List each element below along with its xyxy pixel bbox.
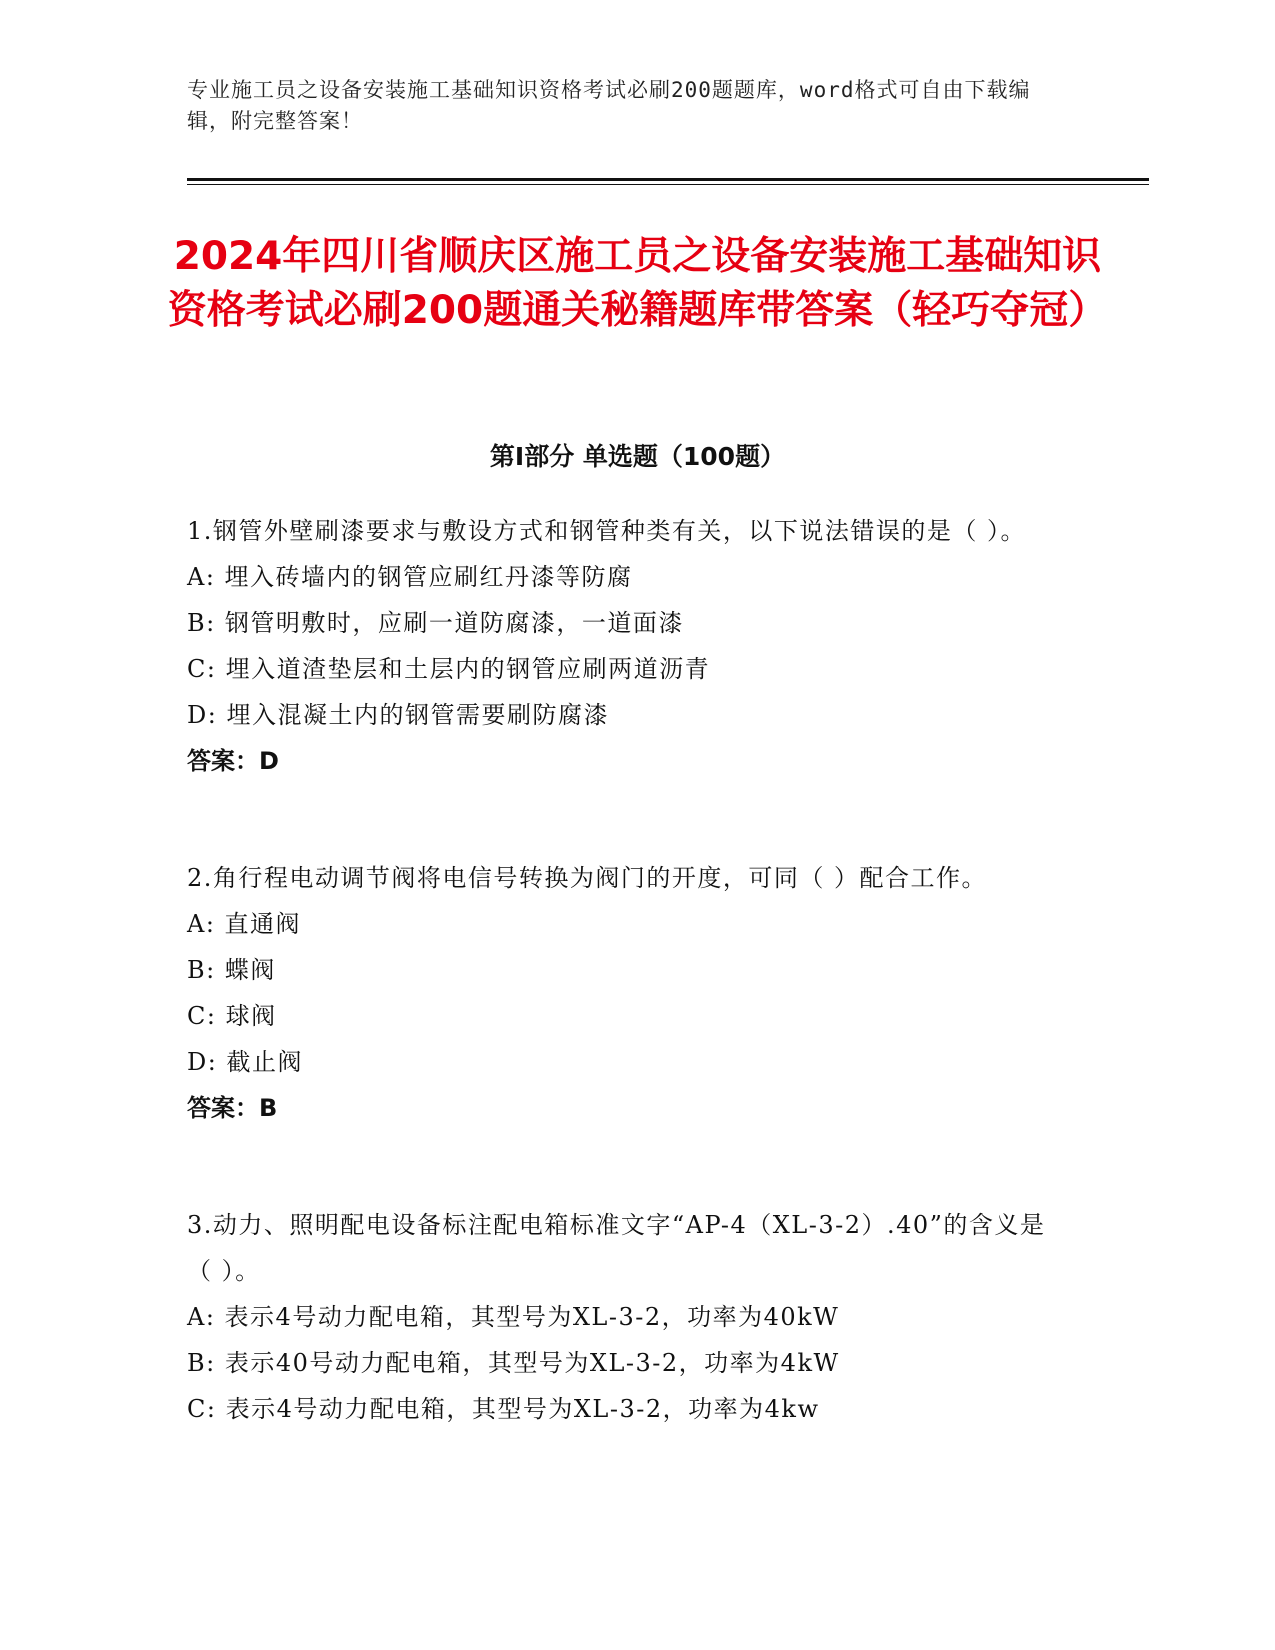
answer: 答案：D [187,747,279,775]
question-3 [187,1202,1067,1432]
section-heading: 第I部分 单选题（100题） [489,442,786,471]
option-b: B: 表示40号动力配电箱，其型号为XL-3-2，功率为4kW [187,1349,840,1377]
option-c: C: 表示4号动力配电箱，其型号为XL-3-2，功率为4kw [187,1395,820,1423]
document-title: 2024年四川省顺庆区施工员之设备安装施工基础知识资格考试必刷200题通关秘籍题库带答案（轻巧夺冠） [167,234,1108,333]
question-stem: 2.角行程电动调节阀将电信号转换为阀门的开度，可同（ ）配合工作。 [187,864,988,892]
option-a: A: 埋入砖墙内的钢管应刷红丹漆等防腐 [187,563,633,591]
option-d: D: 埋入混凝土内的钢管需要刷防腐漆 [187,701,609,729]
option-a: A: 直通阀 [187,910,302,938]
question-stem: 3.动力、照明配电设备标注配电箱标准文字“AP-4（XL-3-2）.40”的含义是（ ）。 [187,1211,1046,1285]
question-1 [187,508,1067,784]
header-note: 专业施工员之设备安装施工基础知识资格考试必刷200题题库，word格式可自由下载编辑，附完整答案！ [187,78,1031,133]
answer: 答案：B [187,1094,278,1122]
option-c: C: 埋入道渣垫层和土层内的钢管应刷两道沥青 [187,655,711,683]
header-rule-thick [187,178,1149,181]
option-d: D: 截止阀 [187,1048,303,1076]
option-c: C: 球阀 [187,1002,277,1030]
option-b: B: 钢管明敷时，应刷一道防腐漆，一道面漆 [187,609,684,637]
question-2 [187,855,1067,1131]
option-b: B: 蝶阀 [187,956,276,984]
question-stem: 1.钢管外壁刷漆要求与敷设方式和钢管种类有关，以下说法错误的是（ ）。 [187,517,1027,545]
header-rule-thin [187,184,1149,185]
option-a: A: 表示4号动力配电箱，其型号为XL-3-2，功率为40kW [187,1303,840,1331]
